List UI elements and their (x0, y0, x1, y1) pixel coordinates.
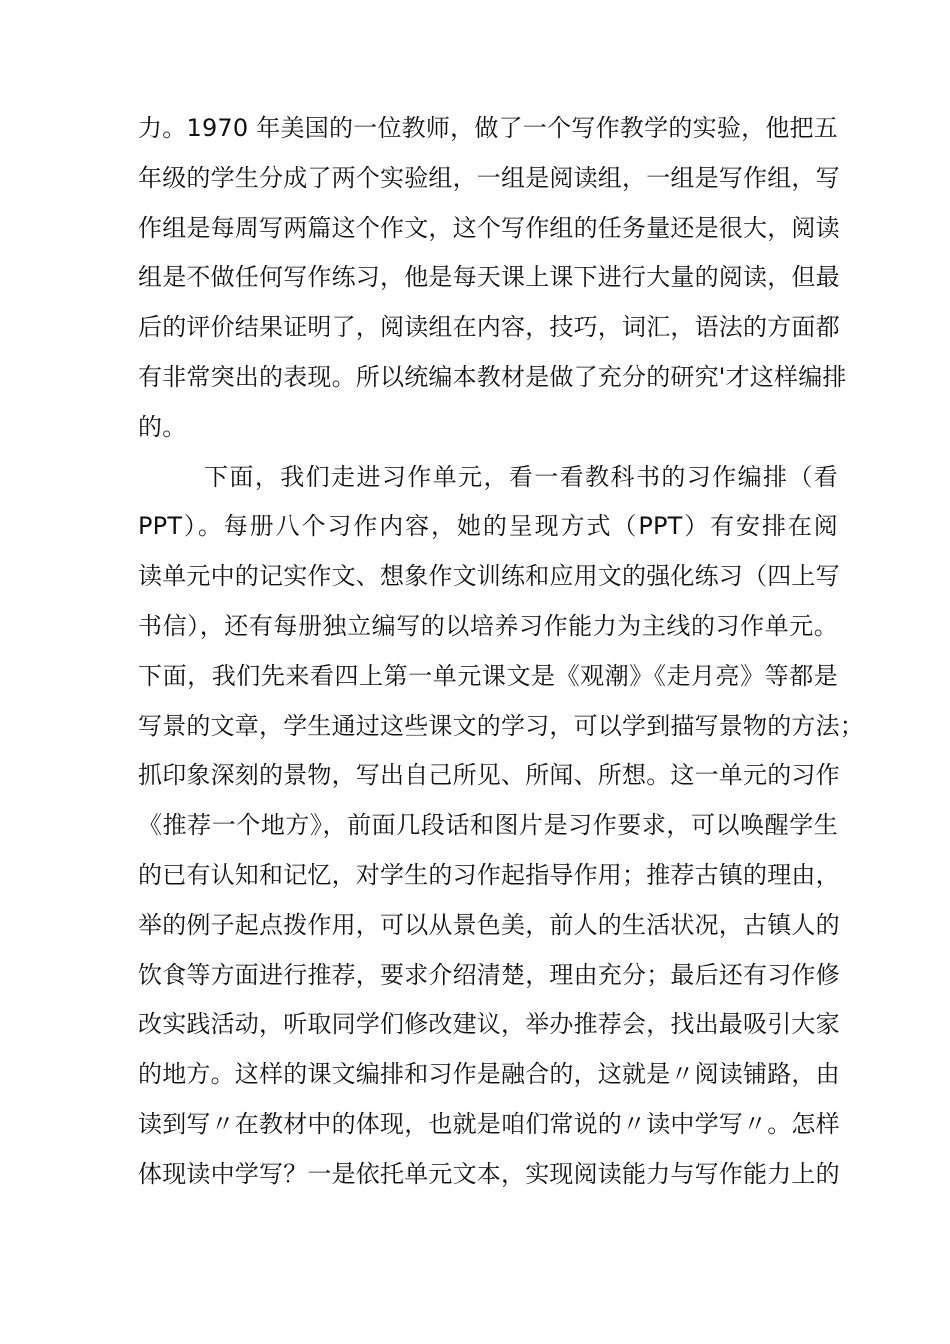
text-line: 的地方。这样的课文编排和习作是融合的，这就是〃阅读铺路，由 (138, 1060, 840, 1089)
text-line: 的。 (138, 412, 187, 441)
text-line: PPT）。每册八个习作内容，她的呈现方式（PPT）有安排在阅 (138, 512, 838, 541)
text-line: 读单元中的记实作文、想象作文训练和应用文的强化练习（四上写 (138, 562, 840, 591)
text-line: 下面，我们先来看四上第一单元课文是《观潮》《走月亮》等都是 (138, 661, 838, 690)
text-line: 力。1970 年美国的一位教师，做了一个写作教学的实验，他把五 (138, 114, 838, 142)
text-line: 体现读中学写？一是依托单元文本，实现阅读能力与写作能力上的 (138, 1159, 840, 1188)
text-line: 改实践活动，听取同学们修改建议，举办推荐会，找出最吸引大家 (138, 1010, 840, 1039)
body-text (138, 104, 864, 1200)
text-line: 读到写〃在教材中的体现，也就是咱们常说的〃读中学写〃。怎样 (138, 1109, 840, 1138)
text-line: 组是不做任何写作练习，他是每天课上课下进行大量的阅读，但最 (138, 263, 840, 292)
text-line: 年级的学生分成了两个实验组，一组是阅读组，一组是写作组，写 (138, 163, 840, 192)
paragraph-2 (138, 453, 864, 1200)
text-line: 写景的文章，学生通过这些课文的学习，可以学到描写景物的方法； (138, 711, 864, 740)
text-line: 下面，我们走进习作单元，看一看教科书的习作编排（看 (204, 462, 838, 491)
text-line: 举的例子起点拨作用，可以从景色美，前人的生活状况，古镇人的 (138, 910, 840, 939)
text-line: 《推荐一个地方》，前面几段话和图片是习作要求，可以唤醒学生 (138, 811, 838, 840)
text-line: 的已有认知和记忆，对学生的习作起指导作用；推荐古镇的理由， (138, 860, 840, 889)
text-line: 抓印象深刻的景物，写出自己所见、所闻、所想。这一单元的习作 (138, 761, 840, 790)
text-line: 书信），还有每册独立编写的以培养习作能力为主线的习作单元。 (138, 611, 838, 640)
text-line: 后的评价结果证明了，阅读组在内容，技巧，词汇，语法的方面都 (138, 313, 840, 342)
paragraph-1 (138, 104, 847, 453)
text-line: 饮食等方面进行推荐，要求介绍清楚，理由充分；最后还有习作修 (138, 960, 840, 989)
text-line: 有非常突出的表现。所以统编本教材是做了充分的研究'才这样编排 (138, 362, 847, 391)
text-line: 作组是每周写两篇这个作文，这个写作组的任务量还是很大，阅读 (138, 213, 840, 242)
